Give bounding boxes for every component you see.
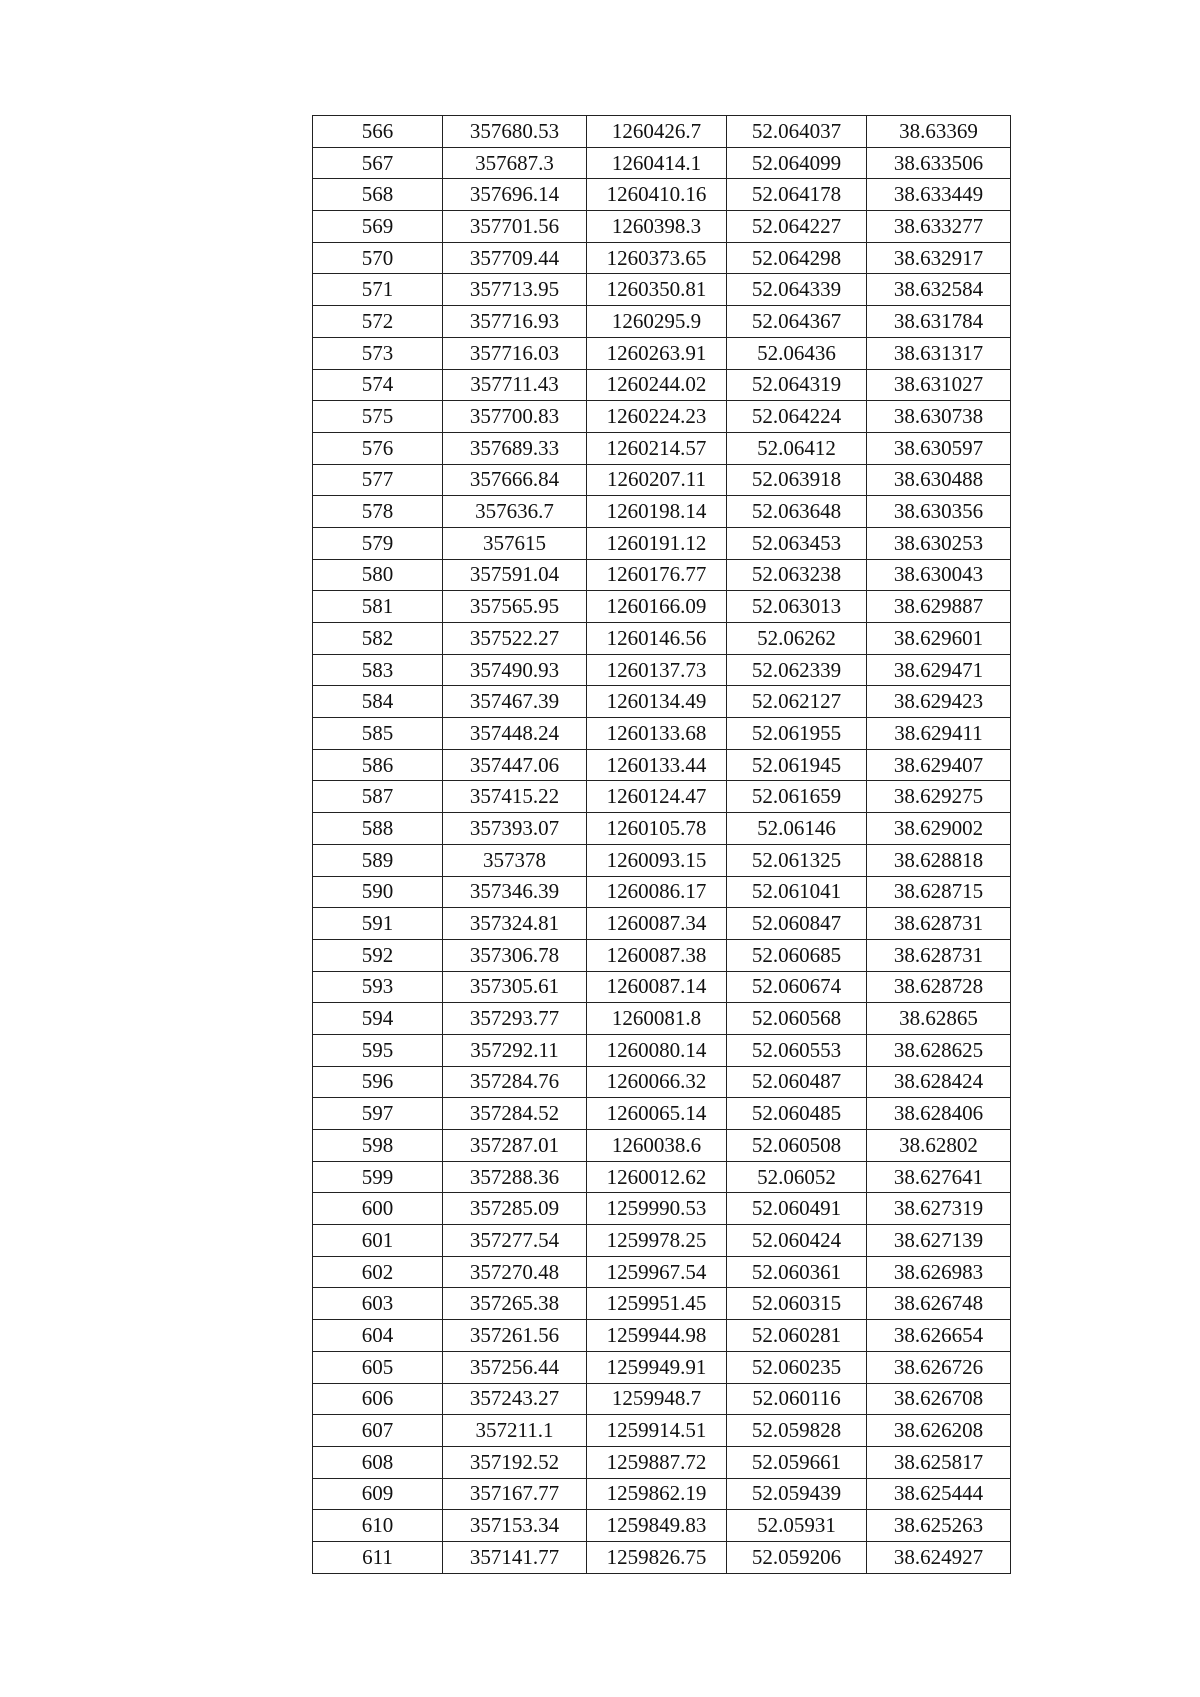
latitude-cell: 52.06412 [727, 432, 867, 464]
latitude-cell: 52.064339 [727, 274, 867, 306]
longitude-cell: 38.625263 [867, 1510, 1011, 1542]
table-row [313, 1225, 1011, 1257]
x-coordinate-cell: 357522.27 [443, 623, 587, 655]
table-row [313, 1193, 1011, 1225]
longitude-cell: 38.628731 [867, 908, 1011, 940]
table-row [313, 1351, 1011, 1383]
point-number-cell: 567 [313, 147, 443, 179]
table-row [313, 147, 1011, 179]
latitude-cell: 52.064224 [727, 401, 867, 433]
point-number-cell: 610 [313, 1510, 443, 1542]
y-coordinate-cell: 1259862.19 [587, 1478, 727, 1510]
point-number-cell: 590 [313, 876, 443, 908]
table-row [313, 496, 1011, 528]
table-row [313, 274, 1011, 306]
y-coordinate-cell: 1260166.09 [587, 591, 727, 623]
point-number-cell: 566 [313, 116, 443, 148]
table-row [313, 242, 1011, 274]
longitude-cell: 38.631027 [867, 369, 1011, 401]
y-coordinate-cell: 1259914.51 [587, 1415, 727, 1447]
x-coordinate-cell: 357709.44 [443, 242, 587, 274]
longitude-cell: 38.624927 [867, 1541, 1011, 1573]
x-coordinate-cell: 357243.27 [443, 1383, 587, 1415]
latitude-cell: 52.064178 [727, 179, 867, 211]
y-coordinate-cell: 1260012.62 [587, 1161, 727, 1193]
x-coordinate-cell: 357716.03 [443, 337, 587, 369]
point-number-cell: 586 [313, 749, 443, 781]
y-coordinate-cell: 1259951.45 [587, 1288, 727, 1320]
point-number-cell: 579 [313, 527, 443, 559]
table-row [313, 781, 1011, 813]
table-row [313, 1320, 1011, 1352]
x-coordinate-cell: 357265.38 [443, 1288, 587, 1320]
latitude-cell: 52.063648 [727, 496, 867, 528]
latitude-cell: 52.060315 [727, 1288, 867, 1320]
latitude-cell: 52.064367 [727, 306, 867, 338]
longitude-cell: 38.629423 [867, 686, 1011, 718]
latitude-cell: 52.063013 [727, 591, 867, 623]
table-row [313, 623, 1011, 655]
table-row [313, 813, 1011, 845]
x-coordinate-cell: 357636.7 [443, 496, 587, 528]
y-coordinate-cell: 1260398.3 [587, 211, 727, 243]
y-coordinate-cell: 1260080.14 [587, 1034, 727, 1066]
point-number-cell: 574 [313, 369, 443, 401]
x-coordinate-cell: 357689.33 [443, 432, 587, 464]
x-coordinate-cell: 357393.07 [443, 813, 587, 845]
latitude-cell: 52.064037 [727, 116, 867, 148]
table-row [313, 749, 1011, 781]
x-coordinate-cell: 357378 [443, 844, 587, 876]
x-coordinate-cell: 357680.53 [443, 116, 587, 148]
latitude-cell: 52.059206 [727, 1541, 867, 1573]
longitude-cell: 38.628406 [867, 1098, 1011, 1130]
point-number-cell: 588 [313, 813, 443, 845]
point-number-cell: 577 [313, 464, 443, 496]
longitude-cell: 38.629601 [867, 623, 1011, 655]
x-coordinate-cell: 357293.77 [443, 1003, 587, 1035]
x-coordinate-cell: 357192.52 [443, 1446, 587, 1478]
latitude-cell: 52.059661 [727, 1446, 867, 1478]
y-coordinate-cell: 1260350.81 [587, 274, 727, 306]
table-row [313, 432, 1011, 464]
y-coordinate-cell: 1259887.72 [587, 1446, 727, 1478]
point-number-cell: 575 [313, 401, 443, 433]
x-coordinate-cell: 357292.11 [443, 1034, 587, 1066]
table-row [313, 369, 1011, 401]
point-number-cell: 572 [313, 306, 443, 338]
y-coordinate-cell: 1260176.77 [587, 559, 727, 591]
longitude-cell: 38.630253 [867, 527, 1011, 559]
latitude-cell: 52.063918 [727, 464, 867, 496]
x-coordinate-cell: 357666.84 [443, 464, 587, 496]
point-number-cell: 602 [313, 1256, 443, 1288]
latitude-cell: 52.062127 [727, 686, 867, 718]
longitude-cell: 38.631784 [867, 306, 1011, 338]
table-row [313, 1161, 1011, 1193]
point-number-cell: 608 [313, 1446, 443, 1478]
latitude-cell: 52.060235 [727, 1351, 867, 1383]
longitude-cell: 38.629407 [867, 749, 1011, 781]
longitude-cell: 38.630356 [867, 496, 1011, 528]
x-coordinate-cell: 357696.14 [443, 179, 587, 211]
latitude-cell: 52.061041 [727, 876, 867, 908]
y-coordinate-cell: 1260146.56 [587, 623, 727, 655]
table-row [313, 1130, 1011, 1162]
point-number-cell: 587 [313, 781, 443, 813]
y-coordinate-cell: 1260093.15 [587, 844, 727, 876]
point-number-cell: 611 [313, 1541, 443, 1573]
longitude-cell: 38.629471 [867, 654, 1011, 686]
latitude-cell: 52.064319 [727, 369, 867, 401]
latitude-cell: 52.062339 [727, 654, 867, 686]
point-number-cell: 598 [313, 1130, 443, 1162]
longitude-cell: 38.626654 [867, 1320, 1011, 1352]
table-row [313, 971, 1011, 1003]
table-row [313, 686, 1011, 718]
y-coordinate-cell: 1260133.68 [587, 718, 727, 750]
point-number-cell: 594 [313, 1003, 443, 1035]
x-coordinate-cell: 357591.04 [443, 559, 587, 591]
latitude-cell: 52.061955 [727, 718, 867, 750]
longitude-cell: 38.633277 [867, 211, 1011, 243]
point-number-cell: 589 [313, 844, 443, 876]
table-row [313, 1066, 1011, 1098]
longitude-cell: 38.629002 [867, 813, 1011, 845]
table-row [313, 1256, 1011, 1288]
latitude-cell: 52.06436 [727, 337, 867, 369]
x-coordinate-cell: 357305.61 [443, 971, 587, 1003]
latitude-cell: 52.06146 [727, 813, 867, 845]
x-coordinate-cell: 357153.34 [443, 1510, 587, 1542]
point-number-cell: 571 [313, 274, 443, 306]
x-coordinate-cell: 357615 [443, 527, 587, 559]
table-row [313, 1003, 1011, 1035]
table-row [313, 876, 1011, 908]
latitude-cell: 52.060116 [727, 1383, 867, 1415]
point-number-cell: 573 [313, 337, 443, 369]
table-row [313, 211, 1011, 243]
y-coordinate-cell: 1260134.49 [587, 686, 727, 718]
x-coordinate-cell: 357256.44 [443, 1351, 587, 1383]
longitude-cell: 38.627139 [867, 1225, 1011, 1257]
y-coordinate-cell: 1259990.53 [587, 1193, 727, 1225]
latitude-cell: 52.060568 [727, 1003, 867, 1035]
longitude-cell: 38.62865 [867, 1003, 1011, 1035]
point-number-cell: 582 [313, 623, 443, 655]
point-number-cell: 581 [313, 591, 443, 623]
x-coordinate-cell: 357284.76 [443, 1066, 587, 1098]
latitude-cell: 52.060685 [727, 939, 867, 971]
point-number-cell: 601 [313, 1225, 443, 1257]
latitude-cell: 52.060485 [727, 1098, 867, 1130]
table-row [313, 1288, 1011, 1320]
x-coordinate-cell: 357700.83 [443, 401, 587, 433]
y-coordinate-cell: 1260137.73 [587, 654, 727, 686]
x-coordinate-cell: 357711.43 [443, 369, 587, 401]
point-number-cell: 606 [313, 1383, 443, 1415]
point-number-cell: 591 [313, 908, 443, 940]
x-coordinate-cell: 357270.48 [443, 1256, 587, 1288]
latitude-cell: 52.061325 [727, 844, 867, 876]
table-row [313, 908, 1011, 940]
table-row [313, 844, 1011, 876]
point-number-cell: 595 [313, 1034, 443, 1066]
point-number-cell: 599 [313, 1161, 443, 1193]
y-coordinate-cell: 1260133.44 [587, 749, 727, 781]
latitude-cell: 52.061659 [727, 781, 867, 813]
longitude-cell: 38.627319 [867, 1193, 1011, 1225]
y-coordinate-cell: 1259967.54 [587, 1256, 727, 1288]
x-coordinate-cell: 357448.24 [443, 718, 587, 750]
table-row [313, 1478, 1011, 1510]
longitude-cell: 38.626708 [867, 1383, 1011, 1415]
x-coordinate-cell: 357447.06 [443, 749, 587, 781]
longitude-cell: 38.632584 [867, 274, 1011, 306]
point-number-cell: 584 [313, 686, 443, 718]
y-coordinate-cell: 1260244.02 [587, 369, 727, 401]
y-coordinate-cell: 1260207.11 [587, 464, 727, 496]
point-number-cell: 604 [313, 1320, 443, 1352]
point-number-cell: 569 [313, 211, 443, 243]
x-coordinate-cell: 357467.39 [443, 686, 587, 718]
latitude-cell: 52.060553 [727, 1034, 867, 1066]
longitude-cell: 38.626983 [867, 1256, 1011, 1288]
latitude-cell: 52.061945 [727, 749, 867, 781]
x-coordinate-cell: 357211.1 [443, 1415, 587, 1447]
table-row [313, 1541, 1011, 1573]
x-coordinate-cell: 357346.39 [443, 876, 587, 908]
x-coordinate-cell: 357141.77 [443, 1541, 587, 1573]
latitude-cell: 52.060508 [727, 1130, 867, 1162]
y-coordinate-cell: 1260414.1 [587, 147, 727, 179]
latitude-cell: 52.060487 [727, 1066, 867, 1098]
y-coordinate-cell: 1260081.8 [587, 1003, 727, 1035]
x-coordinate-cell: 357284.52 [443, 1098, 587, 1130]
y-coordinate-cell: 1260087.14 [587, 971, 727, 1003]
point-number-cell: 593 [313, 971, 443, 1003]
y-coordinate-cell: 1260105.78 [587, 813, 727, 845]
table-row [313, 718, 1011, 750]
longitude-cell: 38.626726 [867, 1351, 1011, 1383]
y-coordinate-cell: 1260087.34 [587, 908, 727, 940]
point-number-cell: 597 [313, 1098, 443, 1130]
x-coordinate-cell: 357261.56 [443, 1320, 587, 1352]
table-row [313, 1510, 1011, 1542]
y-coordinate-cell: 1260066.32 [587, 1066, 727, 1098]
longitude-cell: 38.631317 [867, 337, 1011, 369]
longitude-cell: 38.62802 [867, 1130, 1011, 1162]
latitude-cell: 52.060674 [727, 971, 867, 1003]
latitude-cell: 52.060281 [727, 1320, 867, 1352]
longitude-cell: 38.628625 [867, 1034, 1011, 1066]
table-row [313, 527, 1011, 559]
longitude-cell: 38.628728 [867, 971, 1011, 1003]
latitude-cell: 52.064227 [727, 211, 867, 243]
y-coordinate-cell: 1259944.98 [587, 1320, 727, 1352]
y-coordinate-cell: 1259949.91 [587, 1351, 727, 1383]
x-coordinate-cell: 357288.36 [443, 1161, 587, 1193]
longitude-cell: 38.628818 [867, 844, 1011, 876]
latitude-cell: 52.059828 [727, 1415, 867, 1447]
latitude-cell: 52.06262 [727, 623, 867, 655]
x-coordinate-cell: 357285.09 [443, 1193, 587, 1225]
point-number-cell: 592 [313, 939, 443, 971]
x-coordinate-cell: 357713.95 [443, 274, 587, 306]
point-number-cell: 570 [313, 242, 443, 274]
y-coordinate-cell: 1260224.23 [587, 401, 727, 433]
x-coordinate-cell: 357490.93 [443, 654, 587, 686]
y-coordinate-cell: 1260373.65 [587, 242, 727, 274]
latitude-cell: 52.064298 [727, 242, 867, 274]
longitude-cell: 38.625817 [867, 1446, 1011, 1478]
table-row [313, 179, 1011, 211]
point-number-cell: 596 [313, 1066, 443, 1098]
longitude-cell: 38.629887 [867, 591, 1011, 623]
longitude-cell: 38.625444 [867, 1478, 1011, 1510]
latitude-cell: 52.064099 [727, 147, 867, 179]
table-row [313, 337, 1011, 369]
latitude-cell: 52.059439 [727, 1478, 867, 1510]
longitude-cell: 38.630488 [867, 464, 1011, 496]
y-coordinate-cell: 1260086.17 [587, 876, 727, 908]
longitude-cell: 38.629411 [867, 718, 1011, 750]
point-number-cell: 609 [313, 1478, 443, 1510]
latitude-cell: 52.06052 [727, 1161, 867, 1193]
y-coordinate-cell: 1260214.57 [587, 432, 727, 464]
point-number-cell: 607 [313, 1415, 443, 1447]
y-coordinate-cell: 1260038.6 [587, 1130, 727, 1162]
point-number-cell: 600 [313, 1193, 443, 1225]
table-row [313, 401, 1011, 433]
table-row [313, 306, 1011, 338]
y-coordinate-cell: 1260124.47 [587, 781, 727, 813]
table-row [313, 1446, 1011, 1478]
latitude-cell: 52.063453 [727, 527, 867, 559]
point-number-cell: 585 [313, 718, 443, 750]
longitude-cell: 38.626208 [867, 1415, 1011, 1447]
longitude-cell: 38.630738 [867, 401, 1011, 433]
point-number-cell: 578 [313, 496, 443, 528]
y-coordinate-cell: 1260065.14 [587, 1098, 727, 1130]
coordinates-table [312, 115, 1011, 1574]
point-number-cell: 603 [313, 1288, 443, 1320]
x-coordinate-cell: 357287.01 [443, 1130, 587, 1162]
point-number-cell: 576 [313, 432, 443, 464]
table-row [313, 1098, 1011, 1130]
longitude-cell: 38.627641 [867, 1161, 1011, 1193]
table-row [313, 939, 1011, 971]
longitude-cell: 38.630597 [867, 432, 1011, 464]
y-coordinate-cell: 1259978.25 [587, 1225, 727, 1257]
point-number-cell: 580 [313, 559, 443, 591]
table-row [313, 1415, 1011, 1447]
latitude-cell: 52.060424 [727, 1225, 867, 1257]
x-coordinate-cell: 357306.78 [443, 939, 587, 971]
point-number-cell: 583 [313, 654, 443, 686]
x-coordinate-cell: 357277.54 [443, 1225, 587, 1257]
latitude-cell: 52.060361 [727, 1256, 867, 1288]
longitude-cell: 38.630043 [867, 559, 1011, 591]
x-coordinate-cell: 357415.22 [443, 781, 587, 813]
table-row [313, 1383, 1011, 1415]
point-number-cell: 568 [313, 179, 443, 211]
x-coordinate-cell: 357701.56 [443, 211, 587, 243]
coordinates-table-body [313, 116, 1011, 1574]
point-number-cell: 605 [313, 1351, 443, 1383]
latitude-cell: 52.05931 [727, 1510, 867, 1542]
y-coordinate-cell: 1260087.38 [587, 939, 727, 971]
table-row [313, 559, 1011, 591]
table-row [313, 1034, 1011, 1066]
longitude-cell: 38.632917 [867, 242, 1011, 274]
table-row [313, 464, 1011, 496]
x-coordinate-cell: 357167.77 [443, 1478, 587, 1510]
table-row [313, 116, 1011, 148]
longitude-cell: 38.626748 [867, 1288, 1011, 1320]
y-coordinate-cell: 1260426.7 [587, 116, 727, 148]
y-coordinate-cell: 1260263.91 [587, 337, 727, 369]
y-coordinate-cell: 1259948.7 [587, 1383, 727, 1415]
x-coordinate-cell: 357716.93 [443, 306, 587, 338]
table-row [313, 591, 1011, 623]
y-coordinate-cell: 1260410.16 [587, 179, 727, 211]
longitude-cell: 38.633506 [867, 147, 1011, 179]
x-coordinate-cell: 357687.3 [443, 147, 587, 179]
y-coordinate-cell: 1259849.83 [587, 1510, 727, 1542]
longitude-cell: 38.628731 [867, 939, 1011, 971]
latitude-cell: 52.060847 [727, 908, 867, 940]
longitude-cell: 38.629275 [867, 781, 1011, 813]
latitude-cell: 52.063238 [727, 559, 867, 591]
x-coordinate-cell: 357565.95 [443, 591, 587, 623]
y-coordinate-cell: 1260191.12 [587, 527, 727, 559]
y-coordinate-cell: 1260198.14 [587, 496, 727, 528]
latitude-cell: 52.060491 [727, 1193, 867, 1225]
y-coordinate-cell: 1259826.75 [587, 1541, 727, 1573]
table-row [313, 654, 1011, 686]
longitude-cell: 38.628715 [867, 876, 1011, 908]
longitude-cell: 38.628424 [867, 1066, 1011, 1098]
longitude-cell: 38.63369 [867, 116, 1011, 148]
x-coordinate-cell: 357324.81 [443, 908, 587, 940]
longitude-cell: 38.633449 [867, 179, 1011, 211]
y-coordinate-cell: 1260295.9 [587, 306, 727, 338]
